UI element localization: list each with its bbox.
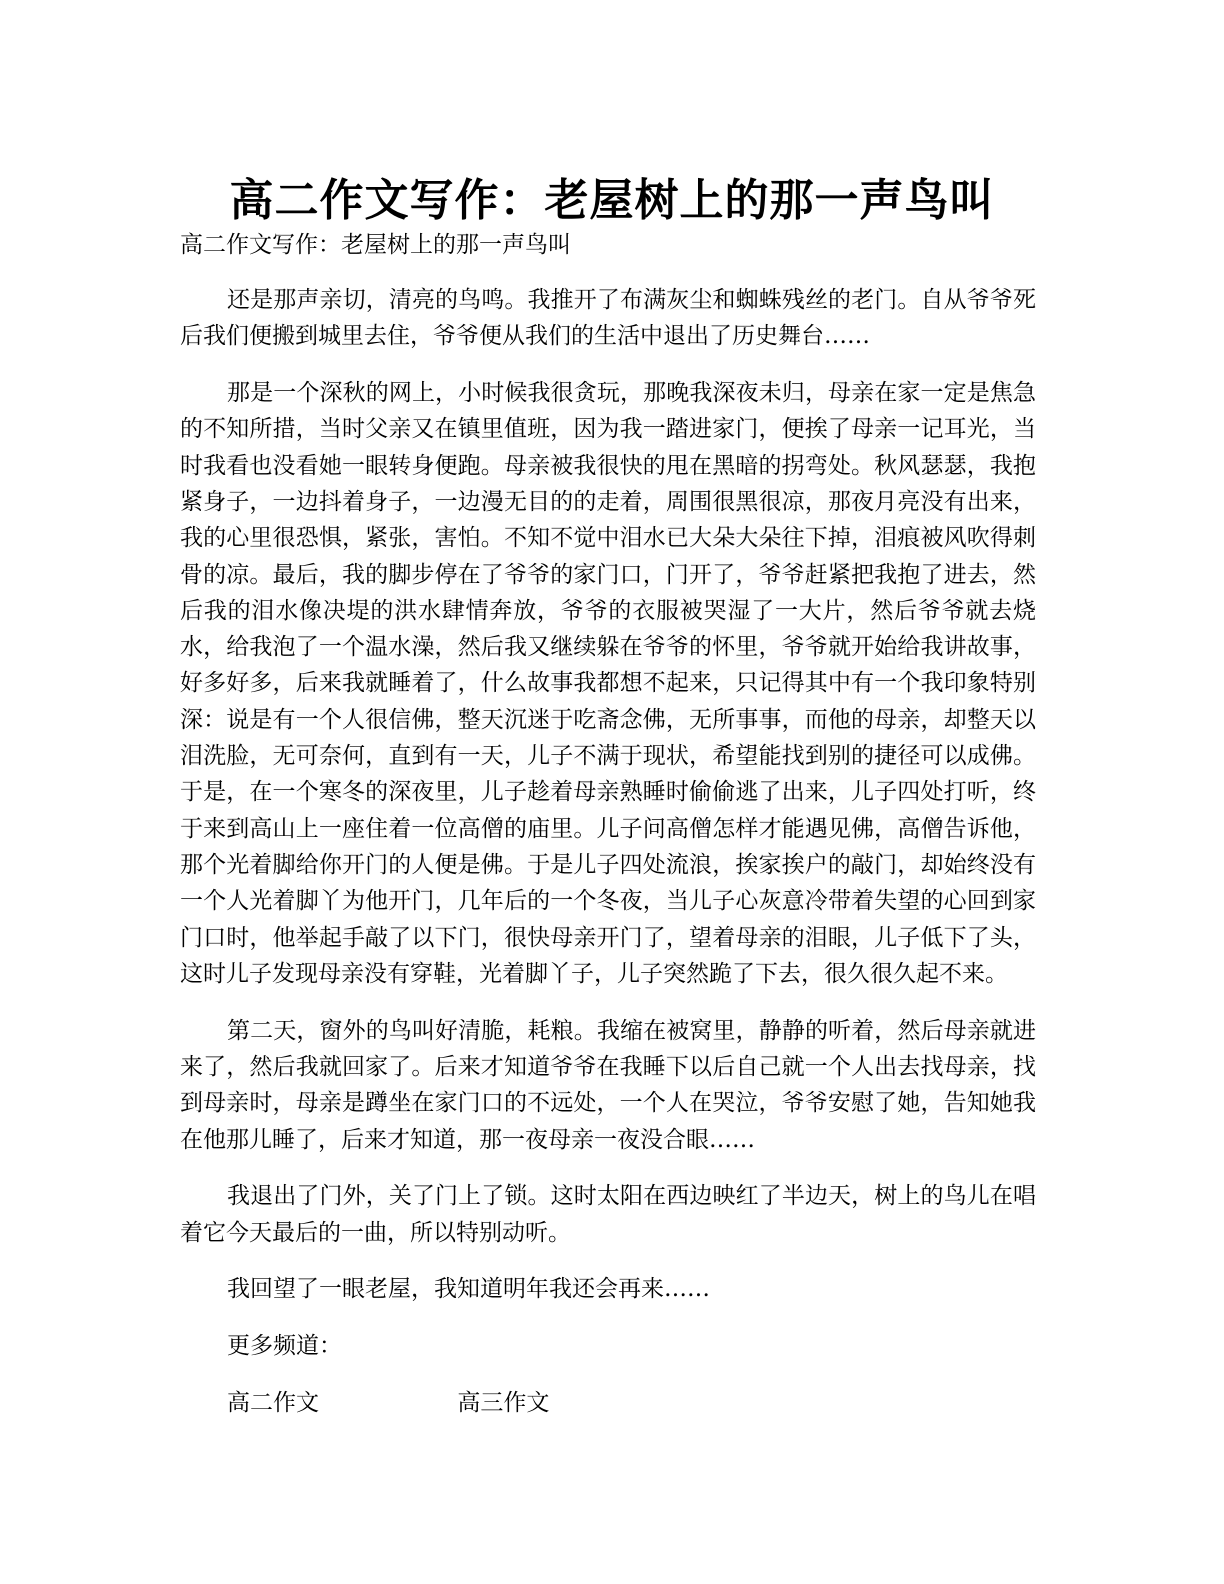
document-subtitle: 高二作文写作：老屋树上的那一声鸟叫 <box>180 232 571 258</box>
paragraph-opening: 还是那声亲切，清亮的鸟鸣。我推开了布满灰尘和蜘蛛残丝的老门。自从爷爷死后我们便搬到城里去住，爷爷便从我们的生活中退出了历史舞台…… <box>180 287 1036 350</box>
paragraph-leaving: 我退出了门外，关了门上了锁。这时太阳在西边映红了半边天，树上的鸟儿在唱着它今天最后的一曲，所以特别动听。 <box>180 1183 1036 1246</box>
channel-link-grade-12-essay[interactable]: 高三作文 <box>457 1390 550 1417</box>
article-body <box>180 282 1036 1421</box>
paragraph-next-day: 第二天，窗外的鸟叫好清脆，耗粮。我缩在被窝里，静静的听着，然后母亲就进来了，然后我就回家了。后来才知道爷爷在我睡下以后自己就一个人出去找母亲，找到母亲时，母亲是蹲坐在家门口的不远处，一个人在哭泣，爷爷安慰了她，告知她我在他那儿睡了，后来才知道，那一夜母亲一夜没合眼…… <box>180 1017 1036 1153</box>
paragraph-memory: 那是一个深秋的网上，小时候我很贪玩，那晚我深夜未归，母亲在家一定是焦急的不知所措，当时父亲又在镇里值班，因为我一踏进家门，便挨了母亲一记耳光，当时我看也没看她一眼转身便跑。母亲被我很快的甩在黑暗的拐弯处。秋风瑟瑟，我抱紧身子，一边抖着身子，一边漫无目的的走着，周围很黑很凉，那夜月亮没有出来，我的心里很恐惧，紧张，害怕。不知不觉中泪水已大朵大朵往下掉，泪痕被风吹得刺骨的凉。最后，我的脚步停在了爷爷的家门口，门开了，爷爷赶紧把我抱了进去，然后我的泪水像决堤的洪水肆情奔放，爷爷的衣服被哭湿了一大片，然后爷爷就去烧水，给我泡了一个温水澡，然后我又继续躲在爷爷的怀里，爷爷就开始给我讲故事，好多好多，后来我就睡着了，什么故事我都想不起来，只记得其中有一个我印象特别深：说是有一个人很信佛，整天沉迷于吃斋念佛，无所事事，而他的母亲，却整天以泪洗脸，无可奈何，直到有一天，儿子不满于现状，希望能找到别的捷径可以成佛。于是，在一个寒冬的深夜里，儿子趁着母亲熟睡时偷偷逃了出来，儿子四处打听，终于来到高山上一座住着一位高僧的庙里。儿子问高僧怎样才能遇见佛，高僧告诉他，那个光着脚给你开门的人便是佛。于是儿子四处流浪，挨家挨户的敲门，却始终没有一个人光着脚丫为他开门，几年后的一个冬夜，当儿子心灰意冷带着失望的心回到家门口时，他举起手敲了以下门，很快母亲开门了，望着母亲的泪眼，儿子低下了头，这时儿子发现母亲没有穿鞋，光着脚丫子，儿子突然跪了下去，很久很久起不来。 <box>180 380 1036 987</box>
channel-links <box>180 1385 1036 1421</box>
paragraph-closing: 我回望了一眼老屋，我知道明年我还会再来…… <box>227 1276 710 1303</box>
channel-link-grade-11-essay[interactable]: 高二作文 <box>227 1390 319 1417</box>
more-channels-label: 更多频道： <box>227 1333 342 1360</box>
document-title: 高二作文写作：老屋树上的那一声鸟叫 <box>229 175 995 227</box>
